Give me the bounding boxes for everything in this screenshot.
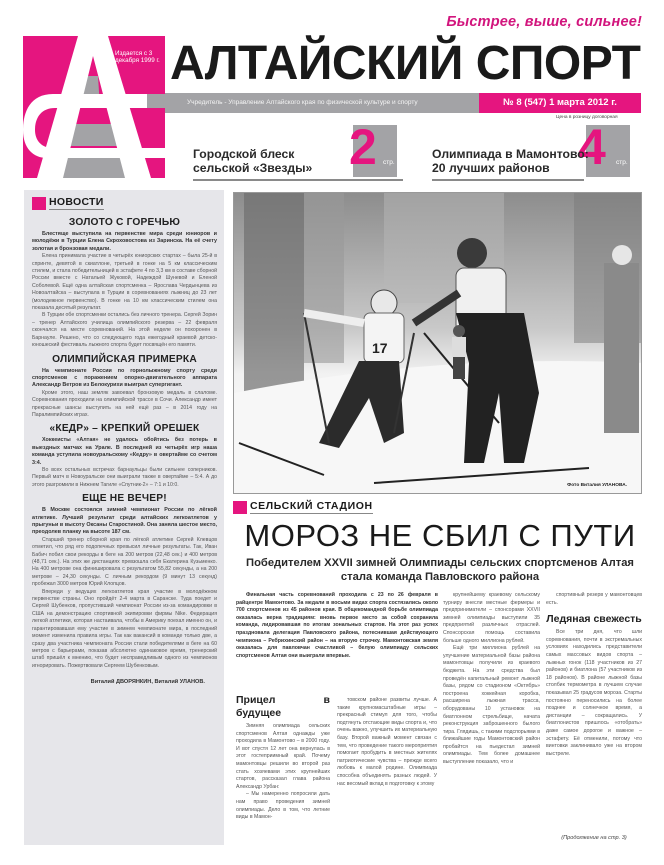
news-headline: ОЛИМПИЙСКАЯ ПРИМЕРКА: [52, 353, 197, 365]
article-column-4: спортивный резерв у мамонтовцев есть. Ледяная свежесть Все три дня, что шли соревнования, почти в экстремальных условиях находились представители самых массовых видов спорта – лыжных гонок (118 участников из 27 районов) и биатлона (57 участников из 18 районов). В районе лыжной базы столбик термометра в лучшем случае показывал 25 градусов мороза. Старты постоянно переносились на более позднее и солнечное время, а дистанции – сокращались. У биатлонистов пришлось «отобрать» даже самое дорогое и важное – эстафету. Её отменили, потому что винтовки заклинивало уже на втором выстреле.: [546, 592, 642, 757]
news-paragraph: Впереди у ведущих легкоатлетов края участие в молодёжном первенстве страны. Оно пройдёт 2-4 марта в Саранске. Туда поедет и Сергей Шубенков, пропустивший чемпионат России из-за командировки в США на демонстрацию спортивной экипировки фирмы Nike. Федерация легкой атлетики, которая настаивала, чтобы в Америку поехал именно он, и гарантировавшая ему участие в зимнем чемпионате мира, в последний момент изменила правила игры. Так как вакансий в команде только две, а сразу два участника чемпионата России стали победителями в беге на 60 метров с барьерами, показав абсолютно одинаковое время, тренерский штаб пришёл к мнению, что будет несправедливым одного из чемпионов игнорировать. Пожертвовали Сергеем Шубенковым.: [32, 588, 217, 669]
article-subhead: Победителем XXVII зимней Олимпиады сельских спортсменов Алтая стала команда Павловского района: [246, 557, 634, 583]
news-paragraph: Старший тренер сборной края по лёгкой атлетике Сергей Клевцов отметил, что ряд его подопечных превысил личные результаты. Так, Иван Бабич побил свои рекорды в беге на 200 метров (22,48 сек.) и 400 метров (48,71 сек.). На этих же дистанциях превзошла себя Екатерина Кузьменко. На 400 метрове она финишировала с результатом 55,82 секунды, а на 200 метрове – 24,30 секунды. С личным рекордом (9 минут 13 секунд) пробежал 3000 метров Юрий Клопцов.: [32, 536, 217, 588]
photo-credit: Фото Виталия УЛАНОВА.: [567, 483, 627, 488]
teaser-text: Олимпиада в Мамонтово: 20 лучших районов: [432, 147, 589, 175]
section-title: Ледяная свежесть: [546, 613, 642, 626]
news-paragraph: Елена принимала участие в четырёх юниорских стартах – была 25-й в спринте, девятой в скиатлоне, третьей в гонке на 5 км классическим стилем, и стала победительницей в эстафете 4 по 3,3 км в составе сборной России вместе с Натальей Жуковой, Надеждой Шуневой и Еленой Соболевой. Ещё одна алтайская спортсменка – Ярослава Чердынцева из Новоалтайска – выступала в Турции в соревнованиях лыжниц до 23 лет (молодежное первенство). В гонке на 10 км классическим стилем она показала десятый результат.: [32, 253, 217, 312]
news-rubric: НОВОСТИ: [32, 196, 217, 210]
slogan: Быстрее, выше, сильнее!: [446, 14, 642, 30]
issue-number-bar: № 8 (547) 1 марта 2012 г.: [479, 93, 641, 113]
article-lead: Финальная часть соревнований проходила с 23 по 26 февраля в райцентре Мамонтово. За медали в восьми видах спорта состязались около 700 спортсменов из 45 районов края. В общекомандной борьбе олимпиада оказалась верна традициям: вновь первое место за собой сохранила команда, лидировавшая по итогам зональных стартов. На этот раз успех праздновала делегация Павловского района, потеснившая действующего чемпиона – Ребрихинский район – на вторую строчку. Мамонтовская земля оказалась для павловчан счастливой – белую олимпиаду сельских спортсменов Алтая они выиграли впервые.: [236, 592, 438, 659]
news-lead: В Москве состоялся зимний чемпионат России по лёгкой атлетике. Лучший результат среди алтайских легкоатлетов у прыгуньи в высоту Оксаны Старостиной. Она заняла шестое место, преодолев планку на высоте 187 см.: [32, 507, 217, 536]
article-rubric: СЕЛЬСКИЙ СТАДИОН: [233, 500, 373, 514]
page-label: стр.: [383, 159, 395, 166]
article-column-1: Прицел в будущее Зимняя олимпиада сельских спортсменов Алтая однажды уже проходила в Мамонтово – в 2000 году. И вот спустя 12 лет она вернулась в этот гостеприимный край. Почему мамонтовцы решили во второй раз стать хозяевами этих крупнейших стартов, рассказал глава района Александр Урбан: – Мы намеренно попросили дать нам право проведения зимней олимпиады. Дело в том, что летние виды в Мамон-: [236, 694, 330, 821]
teaser-underline: [193, 179, 403, 181]
section-title: Прицел в будущее: [236, 694, 330, 719]
news-byline: Виталий ДВОРЯНКИН, Виталий УЛАНОВ.: [90, 679, 205, 686]
founder-bar: Учредитель - Управление Алтайского края по физической культуре и спорту: [165, 93, 479, 113]
newspaper-title: АЛТАЙСКИЙ СПОРТ: [170, 37, 641, 90]
news-item: [32, 217, 217, 350]
news-headline: «КЕДР» – КРЕПКИЙ ОРЕШЕК: [49, 423, 200, 435]
news-headline: ЕЩЕ НЕ ВЕЧЕР!: [82, 493, 167, 505]
teaser-underline: [432, 179, 584, 181]
article-column-3: крупнейшему краевому сельскому турниру внесли местные фермеры и предприниматели – спонсорами XXVII зимней олимпиады выступили 35 предприятий различных отраслей. Спонсорская помощь составила больше одного миллиона рублей. Ещё три миллиона рублей на улучшение материальной базы района мамонтовцы получили из краевого бюджета. На эти средства был проведён капитальный ремонт лыжной базы, рядом со стадионом «Октябрь» построена хоккейная коробка, расширена лыжная трасса, оборудованы 10 установок на биатлонном стрельбище, начата реконструкция заброшенного былого тира. Глядишь, с такими подспорьями в ближайшие годы Мамонтовский район пробайтся на пьедестал зимней олимпиады. Тем более домашнее выступление показало, что и: [443, 592, 540, 766]
news-paragraph: Кроме этого, наш земляк завоевал бронзовую медаль в слаломе. Соревнования проходили на олимпийской трассе в Сочи. Александр имеет прекрасные шансы выступить на ней ещё раз – в 2014 году на Паралимпийских играх.: [32, 389, 217, 418]
teaser-page-2[interactable]: [193, 119, 403, 181]
news-column: [24, 190, 224, 845]
teaser-text: Городской блеск сельской «Звезды»: [193, 147, 313, 175]
rubric-square-icon: [233, 501, 247, 514]
svg-text:17: 17: [372, 340, 388, 356]
news-headline: ЗОЛОТО С ГОРЕЧЬЮ: [68, 217, 181, 228]
since-label: Издается с 3 декабря 1999 г.: [115, 50, 160, 65]
newspaper-logo: [23, 36, 165, 178]
news-paragraph: В Турции обе спортсменки остались без личного тренера. Сергей Зорин – тренер Алтайского училища олимпийского резерва – 22 февраля скончался на месте соревнований. На этой неделе он похоронен в Барнауле. Решено, что со следующего года ежегодный краевой детско-юношеский фестиваль лыжного спорта будет посвящён его памяти.: [32, 312, 217, 349]
news-lead: На чемпионате России по горнолыжному спорту среди спортсменов с поражением опорно-двигательного аппарата Александр Ветров из Белокурихи выиграл супергигант.: [32, 367, 217, 389]
page-number: 2: [349, 119, 377, 175]
news-paragraph: Во всех остальных встречах барнаульцы были сильнее соперников. Первый матч в Новоуральске они выиграли также в овертайме – 5:4. А до этого разгромили в Нижнем Тагиле «Спутник-2» – 7:1 и 10:0.: [32, 466, 217, 488]
news-item: [32, 423, 217, 489]
skiers-photo: [233, 192, 642, 494]
price-note: Цена в розницу договорная: [556, 115, 618, 120]
rubric-square-icon: [32, 197, 46, 210]
skiers-photo-illustration: [234, 193, 642, 494]
news-lead: Хоккеисты «Алтая» не удалось обойтись без потерь в выездных матчах на Урале. В последней из четырёх игр наша команда уступила новоуральскому «Кедру» в овертайме со счетом 3:4.: [32, 437, 217, 466]
news-lead: Блестяще выступила на первенстве мира среди юниоров и молодёжи в Турции Елена Скроховостова из Заринска. На её счету золотая и бронзовая медали.: [32, 231, 217, 252]
continued-note[interactable]: (Продолжение на стр. 3): [561, 835, 627, 841]
news-item: [32, 354, 217, 420]
page-label: стр.: [616, 159, 628, 166]
page-number: 4: [578, 119, 606, 175]
news-item: [32, 493, 217, 670]
article-headline: МОРОЗ НЕ СБИЛ С ПУТИ: [244, 518, 636, 553]
teaser-page-4[interactable]: [432, 119, 630, 181]
article-column-2: товском районе развиты лучше. А такие крупномасштабные игры – прекрасный стимул для того, чтобы подтянуть отстающие виды спорта и, что очень важно, улучшить их материальную базу. Второй важный момент связан с тем, что проведение такого мероприятия помогает пробудить в местных жителях патриотические чувства – прежде всего любовь к малой родине. Олимпиада способна объединять разных людей. У нас весомый вклад в подготовку к этому: [337, 697, 437, 787]
